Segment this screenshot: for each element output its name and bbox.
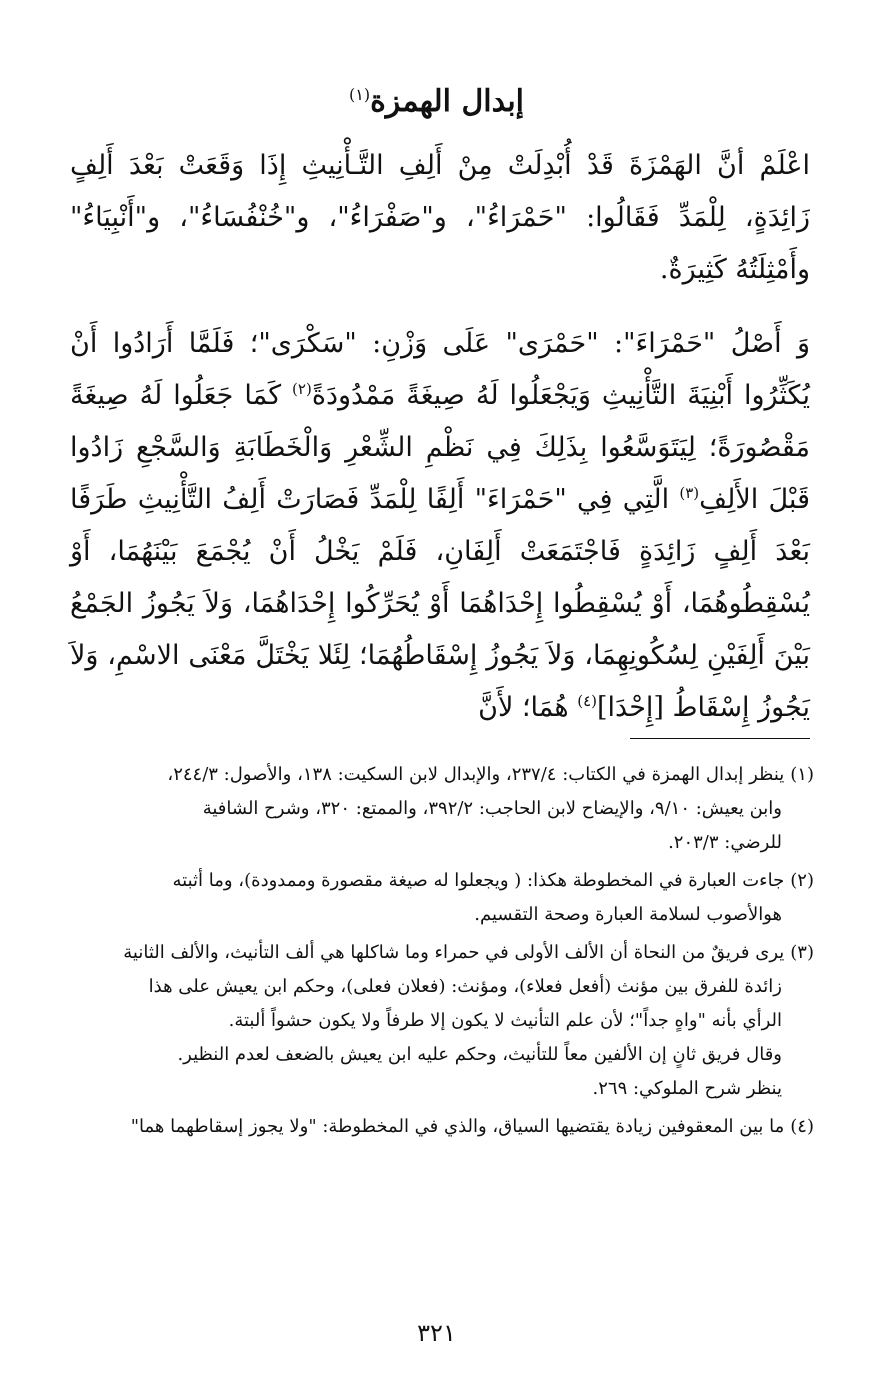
footnote-3 — [66, 936, 814, 1106]
paragraph-2-part-a: وَ أَصْلُ "حَمْرَاءَ": "حَمْرَى" عَلَى وَزْنِ: "سَكْرَى"؛ فَلَمَّا أَرَادُوا أَنْ يُكَثِّرُوا أَبْنِيَةَ التَّأْنِيثِ وَيَجْعَلُوا لَهُ صِيغَةً مَمْدُودَةً — [70, 328, 810, 411]
footnote-3-line-5: ينظر شرح الملوكي: ٢٦٩. — [592, 1078, 782, 1099]
footnote-2 — [66, 864, 814, 932]
footnote-2-line-1: جاءت العبارة في المخطوطة هكذا: ( ويجعلوا له صيغة مقصورة وممدودة)، وما أثبته — [172, 870, 785, 891]
footnote-3-line-2: زائدة للفرق بين مؤنث (أفعل فعلاء)، ومؤنث: (فعلان فعلى)، وحكم ابن يعيش على هذا — [148, 976, 782, 997]
footnote-2-number: (٢) — [790, 870, 814, 891]
footnote-1-line-3: للرضي: ٢٠٣/٣. — [668, 832, 782, 853]
footnote-3-line-3: الرأي بأنه "واهٍ جداً"؛ لأن علم التأنيث لا يكون إلا طرفاً ولا يكون حشواً ألبتة. — [228, 1010, 782, 1031]
footnote-ref-2[interactable]: (٢) — [292, 380, 312, 398]
paragraph-1: اعْلَمْ أنَّ الهَمْزَةَ قَدْ أُبْدِلَتْ مِنْ أَلِفِ التَّـأْنِيثِ إِذَا وَقَعَتْ بَعْدَ أَلِفٍ زَائِدَةٍ، لِلْمَدِّ فَقَالُوا: "حَمْرَاءُ"، و"صَفْرَاءُ"، و"خُنْفُسَاءُ"، و"أَنْبِيَاءُ" وأَمْثِلَتُهُ كَثِيرَةٌ. — [70, 150, 810, 285]
paragraph-2 — [70, 318, 810, 734]
section-title-text: إبدال الهمزة — [370, 84, 525, 119]
footnote-1 — [66, 758, 814, 860]
footnote-1-line-1: ينظر إبدال الهمزة في الكتاب: ٢٣٧/٤، والإبدال لابن السكيت: ١٣٨، والأصول: ٢٤٤/٣، — [167, 764, 785, 785]
title-footnote-ref[interactable]: (١) — [348, 85, 371, 104]
footnote-1-number: (١) — [790, 764, 814, 785]
paragraph-2-part-d: هُمَا؛ لأَنَّ — [478, 692, 578, 723]
footnote-divider — [630, 738, 810, 739]
footnote-ref-3[interactable]: (٣) — [679, 484, 700, 502]
section-title — [0, 70, 873, 127]
main-text — [70, 140, 810, 734]
paragraph-2-part-b: كَمَا جَعَلُوا لَهُ صِيغَةً مَقْصُورَةً؛ لِيَتَوَسَّعُوا بِذَلِكَ فِي نَظْمِ الشِّعْرِ وَالْخَطَابَةِ وَالسَّجْعِ زَادُوا قَبْلَ الأَلِفِ — [70, 380, 810, 515]
footnote-4-line-1: ما بين المعقوفين زيادة يقتضيها السياق، والذي في المخطوطة: "ولا يجوز إسقاطهما هما" — [130, 1116, 785, 1137]
footnote-4 — [66, 1110, 814, 1144]
footnote-ref-4[interactable]: (٤) — [577, 692, 597, 710]
page-number: ٣٢١ — [417, 1319, 456, 1347]
paragraph-2-part-c: الَّتِي فِي "حَمْرَاءَ" أَلِفًا لِلْمَدِّ فَصَارَتْ أَلِفُ التَّأْنِيثِ طَرَفًا بَعْدَ أَلِفٍ زَائِدَةٍ فَاجْتَمَعَتْ أَلِفَانِ، فَلَمْ يَخْلُ أَنْ يُجْمَعَ بَيْنَهُمَا، أَوْ يُسْقِطُوهُمَا، أَوْ يُسْقِطُوا إِحْدَاهُمَا أَوْ يُحَرِّكُوا إِحْدَاهُمَا، وَلاَ يَجُوزُ الجَمْعُ بَيْنَ أَلِفَيْنِ لِسُكُونِهِمَا، وَلاَ يَجُوزُ إِسْقَاطُهُمَا؛ لِئَلا يَخْتَلَّ مَعْنَى الاسْمِ، وَلاَ يَجُوزُ إِسْقَاطُ [إِحْدَا] — [70, 484, 810, 723]
footnote-1-line-2: وابن يعيش: ٩/١٠، والإيضاح لابن الحاجب: ٣٩٢/٢، والممتع: ٣٢٠، وشرح الشافية — [202, 798, 782, 819]
footnotes — [66, 758, 814, 1148]
footnote-3-line-1: يرى فريقٌ من النحاة أن الألف الأولى في حمراء وما شاكلها هي ألف التأنيث، والألف الثانية — [123, 942, 785, 963]
footnote-3-line-4: وقال فريق ثانٍ إن الألفين معاً للتأنيث، وحكم عليه ابن يعيش بالضعف لعدم النظير. — [177, 1044, 782, 1065]
footnote-2-line-2: هوالأصوب لسلامة العبارة وصحة التقسيم. — [474, 904, 782, 925]
footnote-4-number: (٤) — [790, 1116, 814, 1137]
footnote-3-number: (٣) — [790, 942, 814, 963]
